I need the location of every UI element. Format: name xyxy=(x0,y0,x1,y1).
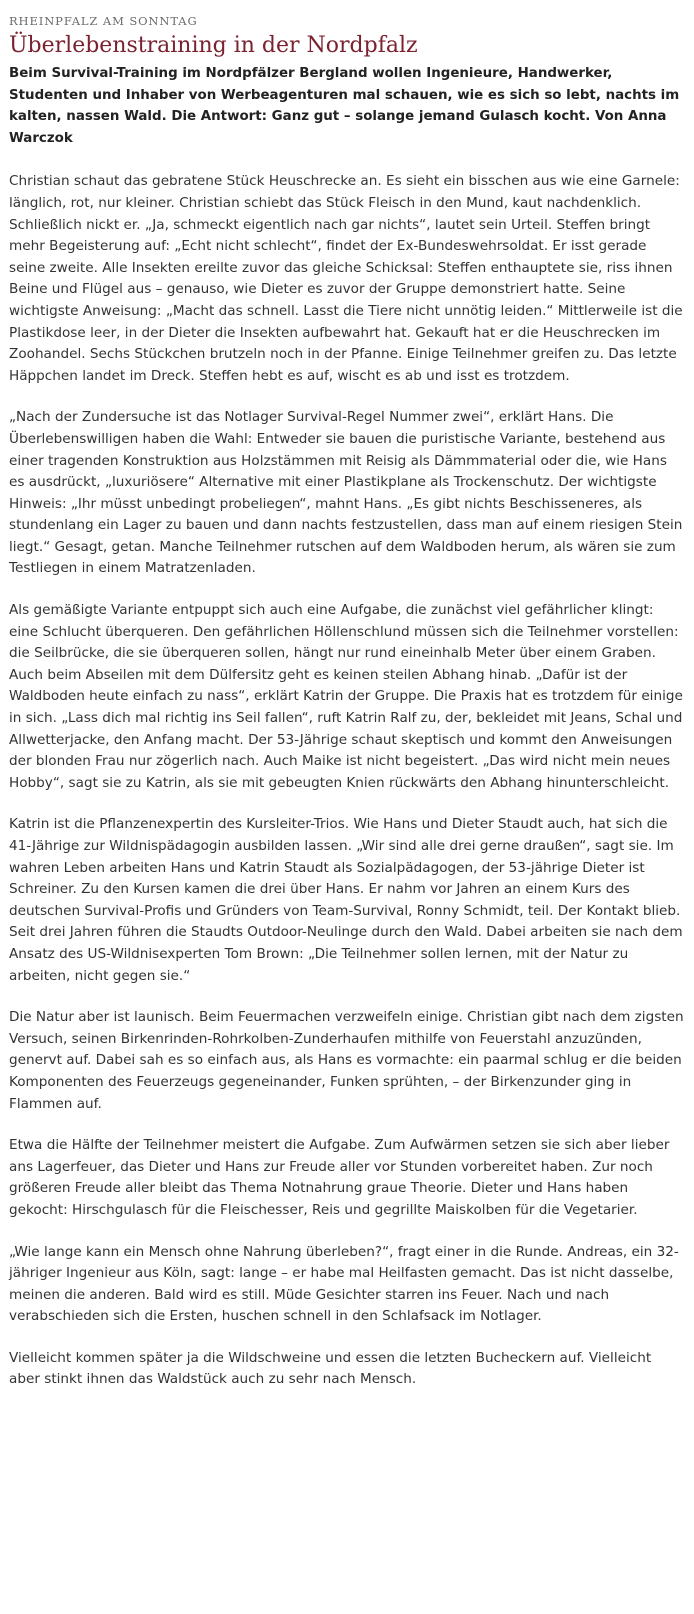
body-paragraph: Vielleicht kommen später ja die Wildschweine und essen die letzten Bucheckern auf. Vielleicht aber stinkt ihnen das Waldstück auch zu sehr nach Mensch. xyxy=(9,1349,652,1388)
article xyxy=(9,0,685,1411)
body-paragraph: Die Natur aber ist launisch. Beim Feuermachen verzweifeln einige. Christian gibt nach dem zigsten Versuch, seinen Birkenrinden-Rohrkolben-Zunderhaufen mithilfe von Feuerstahl anzuzünden, genervt auf. Dabei sah es so einfach aus, als Hans es vormachte: ein paarmal schlug er die beiden Komponenten des Feuerzeugs gegeneinander, Funken sprühten, – der Birkenzunder ging in Flammen auf. xyxy=(9,1009,684,1112)
article-headline: Überlebenstraining in der Nordpfalz xyxy=(9,33,418,58)
body-paragraph: Etwa die Hälfte der Teilnehmer meistert die Aufgabe. Zum Aufwärmen setzen sie sich aber lieber ans Lagerfeuer, das Dieter und Hans zur Freude aller vor Stunden vorbereitet haben. Zur noch größeren Freude aller bleibt das Thema Notnahrung graue Theorie. Dieter und Hans haben gekocht: Hirschgulasch für die Fleischesser, Reis und gegrillte Maiskolben für die Vegetarier. xyxy=(9,1137,670,1218)
body-paragraph: Christian schaut das gebratene Stück Heuschrecke an. Es sieht ein bisschen aus wie eine Garnele: länglich, rot, nur kleiner. Christian schiebt das Stück Fleisch in den Mund, kaut nachdenklich. Schließlich nickt er. „Ja, schmeckt eigentlich nach gar nichts“, lautet sein Urteil. Steffen bringt mehr Begeisterung auf: „Echt nicht schlecht“, findet der Ex-Bundeswehrsoldat. Er isst gerade seine zweite. Alle Insekten ereilte zuvor das gleiche Schicksal: Steffen enthauptete sie, riss ihnen Beine und Flügel aus – genauso, wie Dieter es zuvor der Gruppe demonstriert hatte. Seine wichtigste Anweisung: „Macht das schnell. Lasst die Tiere nicht unnötig leiden.“ Mittlerweile ist die Plastikdose leer, in der Dieter die Insekten aufbewahrt hat. Gekauft hat er die Heuschrecken im Zoohandel. Sechs Stückchen brutzeln noch in der Pfanne. Einige Teilnehmer greifen zu. Das letzte Häppchen landet im Dreck. Steffen hebt es auf, wischt es ab und isst es trotzdem. xyxy=(9,173,683,384)
article-body xyxy=(9,171,685,1391)
article-lead: Beim Survival-Training im Nordpfälzer Bergland wollen Ingenieure, Handwerker, Studenten und Inhaber von Werbeagenturen mal schauen, wie es sich so lebt, nachts im kalten, nassen Wald. Die Antwort: Ganz gut – solange jemand Gulasch kocht. Von Anna Warczok xyxy=(9,66,680,146)
body-paragraph: „Wie lange kann ein Mensch ohne Nahrung überleben?“, fragt einer in die Runde. Andreas, ein 32-jähriger Ingenieur aus Köln, sagt: lange – er habe mal Heilfasten gemacht. Das ist nicht dasselbe, meinen die anderen. Bald wird es still. Müde Gesichter starren ins Feuer. Nach und nach verabschieden sich die Ersten, huschen schnell in den Schlafsack im Notlager. xyxy=(9,1243,679,1325)
body-paragraph: Katrin ist die Pflanzenexpertin des Kursleiter-Trios. Wie Hans und Dieter Staudt auch, hat sich die 41-Jährige zur Wildnispädagogin ausbilden lassen. „Wir sind alle drei gerne draußen“, sagt sie. Im wahren Leben arbeiten Hans und Katrin Staudt als Sozialpädagogen, der 53-jährige Dieter ist Schreiner. Zu den Kursen kamen die drei über Hans. Er nahm vor Jahren an einem Kurs des deutschen Survival-Profis und Gründers von Team-Survival, Ronny Schmidt, teil. Der Kontakt blieb. Seit drei Jahren führen die Staudts Outdoor-Neulinge durch den Wald. Dabei arbeiten sie nach dem Ansatz des US-Wildnisexperten Tom Brown: „Die Teilnehmer sollen lernen, mit der Natur zu arbeiten, nicht gegen sie.“ xyxy=(9,816,683,984)
body-paragraph: Als gemäßigte Variante entpuppt sich auch eine Aufgabe, die zunächst viel gefährlicher klingt: eine Schlucht überqueren. Den gefährlichen Höllenschlund müssen sich die Teilnehmer vorstellen: die Seilbrücke, die sie überqueren sollen, hängt nur rund eineinhalb Meter über einem Graben. Auch beim Abseilen mit dem Dülfersitz geht es keinen steilen Abhang hinab. „Dafür ist der Waldboden heute einfach zu nass“, erklärt Katrin der Gruppe. Die Praxis hat es trotzdem für einige in sich. „Lass dich mal richtig ins Seil fallen“, ruft Katrin Ralf zu, der, bekleidet mit Jeans, Schal und Allwetterjacke, den Anfang macht. Der 53-Jährige schaut skeptisch und kommt den Anweisungen der blonden Frau nur zögerlich nach. Auch Maike ist nicht begeistert. „Das wird nicht mein neues Hobby“, sagt sie zu Katrin, als sie mit gebeugten Knien rückwärts den Abhang hinunterschleicht. xyxy=(9,602,683,791)
body-paragraph: „Nach der Zundersuche ist das Notlager Survival-Regel Nummer zwei“, erklärt Hans. Die Überlebenswilligen haben die Wahl: Entweder sie bauen die puristische Variante, bestehend aus einer tragenden Konstruktion aus Holzstämmen mit Reisig als Dämmmaterial oder die, wie Hans es ausdrückt, „luxuriösere“ Alternative mit einer Plastikplane als Trockenschutz. Der wichtigste Hinweis: „Ihr müsst unbedingt probeliegen“, mahnt Hans. „Es gibt nichts Beschisseneres, als stundenlang ein Lager zu bauen und dann nachts festzustellen, dass man auf einem riesigen Stein liegt.“ Gesagt, getan. Manche Teilnehmer rutschen auf dem Waldboden herum, als wären sie zum Testliegen in einem Matratzenladen. xyxy=(9,409,683,577)
publication-kicker: RHEINPFALZ AM SONNTAG xyxy=(9,14,198,28)
